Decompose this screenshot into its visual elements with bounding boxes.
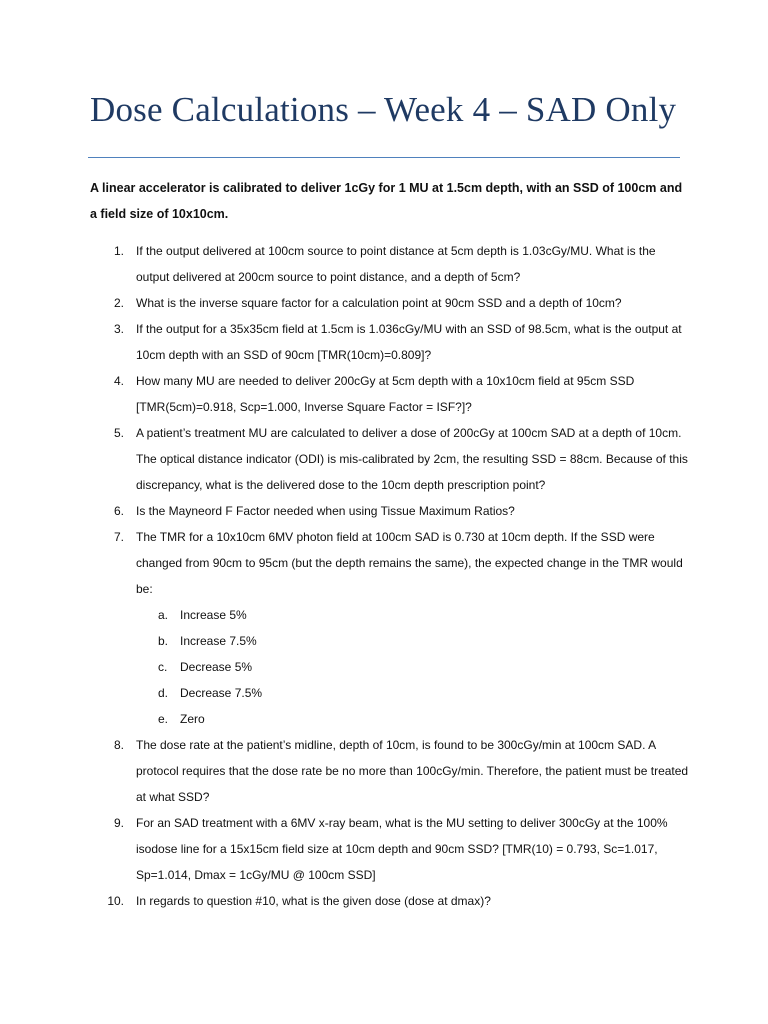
option-letter: c. <box>158 660 168 674</box>
option-text: Decrease 5% <box>180 660 253 674</box>
question-number: 3. <box>113 322 124 336</box>
option-text: Zero <box>180 712 205 726</box>
question-3 <box>90 316 690 368</box>
question-2 <box>90 290 690 316</box>
question-4 <box>90 368 690 420</box>
question-7 <box>90 524 690 732</box>
intro-paragraph: A linear accelerator is calibrated to deliver 1cGy for 1 MU at 1.5cm depth, with an SSD of 100cm and a field size of 10x10cm. <box>90 181 683 221</box>
question-text: The TMR for a 10x10cm 6MV photon field at 100cm SAD is 0.730 at 10cm depth. If the SSD were changed from 90cm to 95cm (but the depth remains the same), the expected change in the TMR would be: <box>136 530 683 596</box>
question-number: 2. <box>113 296 124 310</box>
question-text: In regards to question #10, what is the given dose (dose at dmax)? <box>136 894 491 908</box>
question-text: A patient’s treatment MU are calculated to deliver a dose of 200cGy at 100cm SAD at a depth of 10cm. The optical distance indicator (ODI) is mis-calibrated by 2cm, the resulting SSD = 88cm. Because of this discrepancy, what is the delivered dose to the 10cm depth prescription point? <box>136 426 688 492</box>
question-number: 9. <box>113 816 124 830</box>
question-list <box>90 238 690 914</box>
option-text: Increase 5% <box>180 608 247 622</box>
option-letter: e. <box>158 712 169 726</box>
option-text: Increase 7.5% <box>180 634 257 648</box>
option-text: Decrease 7.5% <box>180 686 263 700</box>
question-text: For an SAD treatment with a 6MV x-ray beam, what is the MU setting to deliver 300cGy at the 100% isodose line for a 15x15cm field size at 10cm depth and 90cm SSD? [TMR(10) = 0.793, Sc=1.017, Sp=1.014, Dmax = 1cGy/MU @ 100cm SSD] <box>136 816 668 882</box>
answer-option-b <box>136 628 690 654</box>
option-letter: d. <box>158 686 169 700</box>
question-number: 4. <box>113 374 124 388</box>
question-1 <box>90 238 690 290</box>
question-10 <box>90 888 690 914</box>
question-number: 10. <box>107 894 124 908</box>
question-text: How many MU are needed to deliver 200cGy at 5cm depth with a 10x10cm field at 95cm SSD [TMR(5cm)=0.918, Scp=1.000, Inverse Square Factor = ISF?]? <box>136 374 635 414</box>
question-6 <box>90 498 690 524</box>
question-text: If the output for a 35x35cm field at 1.5cm is 1.036cGy/MU with an SSD of 98.5cm, what is the output at 10cm depth with an SSD of 90cm [TMR(10cm)=0.809]? <box>136 322 682 362</box>
title-divider <box>88 157 680 158</box>
question-8 <box>90 732 690 810</box>
answer-option-a <box>136 602 690 628</box>
answer-option-d <box>136 680 690 706</box>
question-number: 1. <box>113 244 124 258</box>
page-title: Dose Calculations – Week 4 – SAD Only <box>90 90 677 129</box>
question-5 <box>90 420 690 498</box>
question-text: Is the Mayneord F Factor needed when using Tissue Maximum Ratios? <box>136 504 515 518</box>
answer-option-e <box>136 706 690 732</box>
question-text: The dose rate at the patient’s midline, depth of 10cm, is found to be 300cGy/min at 100cm SAD. A protocol requires that the dose rate be no more than 100cGy/min. Therefore, the patient must be treated at what SSD? <box>136 738 689 804</box>
question-number: 7. <box>113 530 124 544</box>
question-text: What is the inverse square factor for a calculation point at 90cm SSD and a depth of 10cm? <box>136 296 622 310</box>
option-letter: a. <box>158 608 169 622</box>
question-number: 6. <box>113 504 124 518</box>
question-text: If the output delivered at 100cm source to point distance at 5cm depth is 1.03cGy/MU. What is the output delivered at 200cm source to point distance, and a depth of 5cm? <box>136 244 656 284</box>
answer-option-c <box>136 654 690 680</box>
answer-options <box>136 602 690 732</box>
question-number: 8. <box>113 738 124 752</box>
question-number: 5. <box>113 426 124 440</box>
option-letter: b. <box>158 634 169 648</box>
question-9 <box>90 810 690 888</box>
